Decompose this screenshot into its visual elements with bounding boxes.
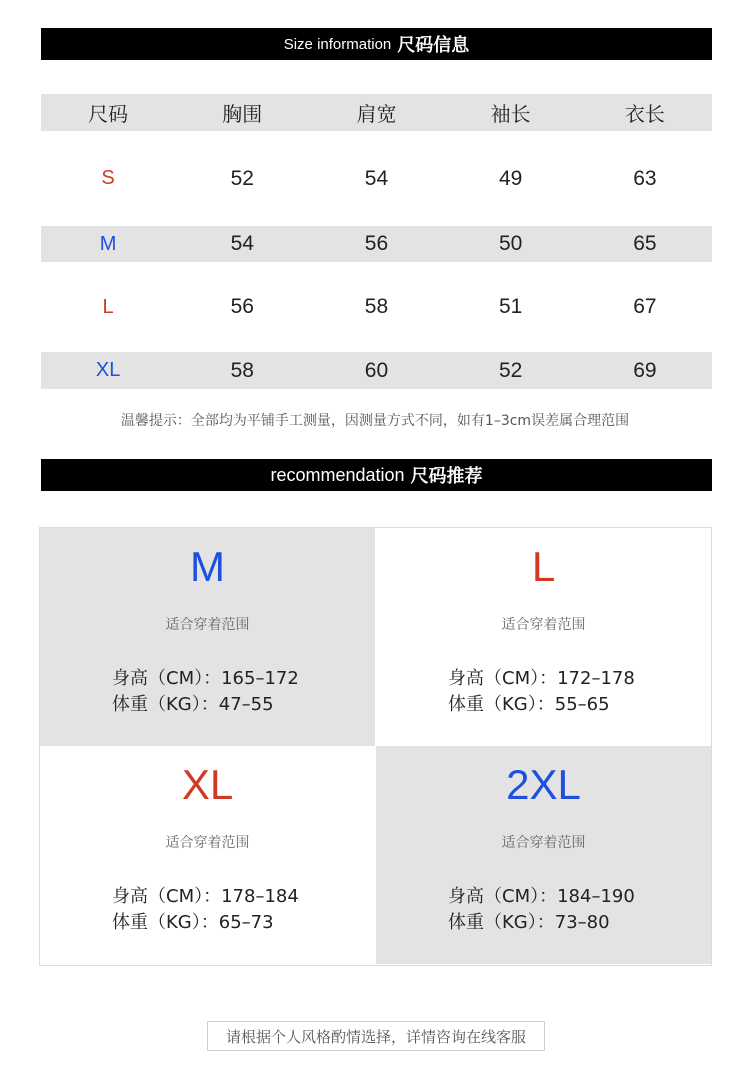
recommend-height: 身高（CM）：172–178 xyxy=(448,668,635,689)
footer-note: 请根据个人风格酌情选择，详情咨询在线客服 xyxy=(207,1021,545,1051)
table-row xyxy=(41,131,712,226)
table-cell: 50 xyxy=(444,226,578,262)
header-shoulder: 肩宽 xyxy=(309,94,443,131)
size-label: M xyxy=(41,226,175,262)
table-row xyxy=(41,226,712,262)
banner-title-en: recommendation xyxy=(270,464,405,485)
table-cell: 58 xyxy=(364,295,389,318)
recommend-card-m xyxy=(40,528,375,746)
size-table xyxy=(41,94,712,389)
measurement-note: 温馨提示：全部均为平铺手工测量，因测量方式不同，如有1–3cm误差属合理范围 xyxy=(120,413,630,429)
table-cell: 54 xyxy=(364,166,389,190)
recommend-size: 2XL xyxy=(506,761,581,808)
table-cell: 67 xyxy=(633,295,657,318)
recommend-height: 身高（CM）：178–184 xyxy=(112,886,299,907)
table-cell: 63 xyxy=(633,166,657,190)
recommend-card-xl xyxy=(40,746,375,964)
recommend-subtitle: 适合穿着范围 xyxy=(501,835,586,851)
banner-title-cn: 尺码信息 xyxy=(397,35,470,56)
table-row xyxy=(41,352,712,389)
recommend-size: L xyxy=(531,543,556,590)
table-cell: 69 xyxy=(578,352,712,389)
header-length: 衣长 xyxy=(578,94,712,131)
table-cell: 49 xyxy=(498,166,523,190)
size-label: L xyxy=(102,295,114,318)
table-cell: 52 xyxy=(444,352,578,389)
table-cell: 65 xyxy=(578,226,712,262)
header-size: 尺码 xyxy=(41,94,175,131)
recommend-weight: 体重（KG）：47–55 xyxy=(112,694,274,715)
table-row xyxy=(41,262,712,352)
recommendation-banner xyxy=(41,459,712,491)
banner-title-cn: 尺码推荐 xyxy=(410,466,483,487)
table-cell: 60 xyxy=(309,352,443,389)
recommend-subtitle: 适合穿着范围 xyxy=(165,617,250,633)
header-sleeve: 袖长 xyxy=(444,94,578,131)
recommend-card-l xyxy=(376,528,711,746)
recommend-weight: 体重（KG）：65–73 xyxy=(112,912,274,933)
size-label: XL xyxy=(41,352,175,389)
recommend-weight: 体重（KG）：73–80 xyxy=(448,912,610,933)
table-cell: 58 xyxy=(175,352,309,389)
table-cell: 56 xyxy=(230,295,254,318)
recommend-weight: 体重（KG）：55–65 xyxy=(448,694,610,715)
table-cell: 51 xyxy=(498,295,523,318)
recommendation-grid xyxy=(39,527,712,966)
size-label: S xyxy=(101,167,115,189)
recommend-subtitle: 适合穿着范围 xyxy=(165,835,250,851)
recommend-height: 身高（CM）：184–190 xyxy=(448,886,635,907)
banner-title-en: Size information xyxy=(283,35,392,53)
table-cell: 54 xyxy=(175,226,309,262)
recommend-size: XL xyxy=(181,761,234,808)
recommend-subtitle: 适合穿着范围 xyxy=(501,617,586,633)
recommend-size: M xyxy=(190,543,225,590)
header-chest: 胸围 xyxy=(175,94,309,131)
table-header-row xyxy=(41,94,712,131)
table-cell: 52 xyxy=(230,166,254,190)
size-information-banner xyxy=(41,28,712,60)
table-cell: 56 xyxy=(309,226,443,262)
recommend-height: 身高（CM）：165–172 xyxy=(112,668,299,689)
recommend-card-2xl xyxy=(376,746,711,964)
